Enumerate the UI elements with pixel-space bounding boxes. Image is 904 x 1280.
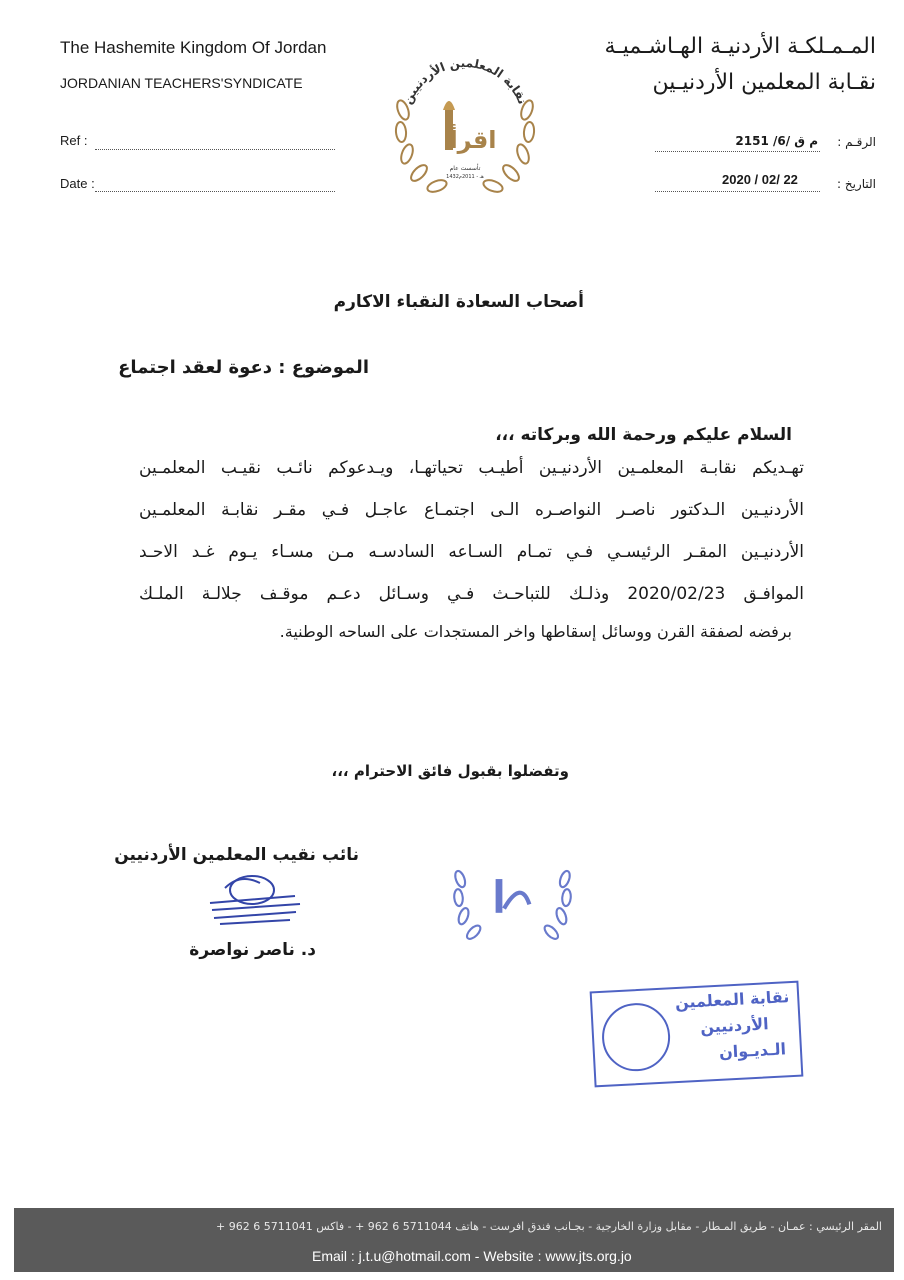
signer-title: نائب نقيب المعلمين الأردنيين bbox=[114, 845, 359, 865]
syndicate-name-en: JORDANIAN TEACHERS'SYNDICATE bbox=[60, 75, 303, 91]
footer-contact: Email : j.t.u@hotmail.com - Website : www.jts.org.jo bbox=[312, 1248, 632, 1264]
footer-bar bbox=[14, 1208, 894, 1272]
date-field-line bbox=[95, 190, 335, 192]
body-line-4: الموافـق 2020/02/23 وذلـك للتباحـث فـي وسـائل دعـم موقـف جلالـة الملـك bbox=[139, 584, 804, 604]
greeting: السلام عليكم ورحمة الله وبركاته ،،، bbox=[495, 425, 792, 445]
letter-date: 2020 / 02/ 22 bbox=[722, 172, 798, 187]
body-line-2: الأردنيـين الـدكتور ناصـر النواصـره الـى اجتمـاع عاجـل فـي مقـر نقابـة المعلمـين bbox=[139, 500, 804, 520]
logo-center-text: اقرأ bbox=[449, 126, 497, 154]
stamp-line-2: الأردنيين bbox=[699, 1014, 770, 1037]
stamp-seal-circle bbox=[600, 1001, 671, 1072]
laurel-wreath-left bbox=[395, 99, 448, 194]
office-stamp bbox=[590, 981, 804, 1088]
ref-label: Ref : bbox=[60, 133, 88, 148]
logo-founded: تأسست عام bbox=[449, 165, 481, 172]
subject-line: الموضوع : دعوة لعقد اجتماع bbox=[118, 357, 369, 378]
raqm-field-line bbox=[655, 150, 820, 152]
reference-number: م ق /6/ 2151 bbox=[735, 134, 818, 148]
date-label: Date : bbox=[60, 176, 95, 191]
logo-founded-year: 1432هـ - 2011م bbox=[446, 174, 484, 180]
stamp-line-3: الـديـوان bbox=[718, 1039, 787, 1062]
syndicate-logo bbox=[385, 40, 545, 200]
tarikh-field-line bbox=[655, 190, 820, 192]
ref-field-line bbox=[95, 148, 335, 150]
addressee: أصحاب السعادة النقباء الاكارم bbox=[333, 292, 584, 312]
signer-name: د. ناصر نواصرة bbox=[189, 940, 316, 960]
closing: وتفضلوا بقبول فائق الاحترام ،،، bbox=[331, 762, 569, 780]
syndicate-seal-stamp bbox=[445, 820, 580, 955]
org-name-en: The Hashemite Kingdom Of Jordan bbox=[60, 38, 327, 57]
body-line-3: الأردنيـين المقـر الرئيسـي فـي تمـام السـاعه السادسـه مـن مسـاء يـوم غـد الاحـد bbox=[139, 542, 804, 562]
raqm-label: الرقـم : bbox=[837, 135, 876, 149]
logo-arc-text-ar: نقابة المعلمين الأردنيين bbox=[400, 55, 530, 107]
footer-address: المقر الرئيسي : عمـان - طريق المـطار - مقابل وزارة الخارجية - بجـانب فندق افرست - هاتف 5711044 6 962 + - فاكس 5711041 6 962 + bbox=[216, 1220, 882, 1233]
org-name-ar: المـمـلكـة الأردنيـة الهـاشـميـة bbox=[604, 34, 876, 59]
tarikh-label: التاريخ : bbox=[836, 177, 876, 191]
body-line-5: برفضه لصفقة القرن ووسائل إسقاطها واخر المستجدات على الساحه الوطنية. bbox=[279, 622, 792, 641]
body-line-1: تهـديكم نقابـة المعلمـين الأردنيـين أطيـب تحياتهـا، ويـدعوكم نائـب نقيـب المعلمـين bbox=[139, 458, 804, 478]
signature bbox=[200, 868, 310, 938]
svg-text:نقابة المعلمين الأردنيين bbox=[400, 56, 529, 106]
stamp-line-1: نقابة المعلمين bbox=[674, 987, 790, 1013]
syndicate-name-ar: نقـابة المعلمين الأردنيـين bbox=[652, 70, 876, 95]
